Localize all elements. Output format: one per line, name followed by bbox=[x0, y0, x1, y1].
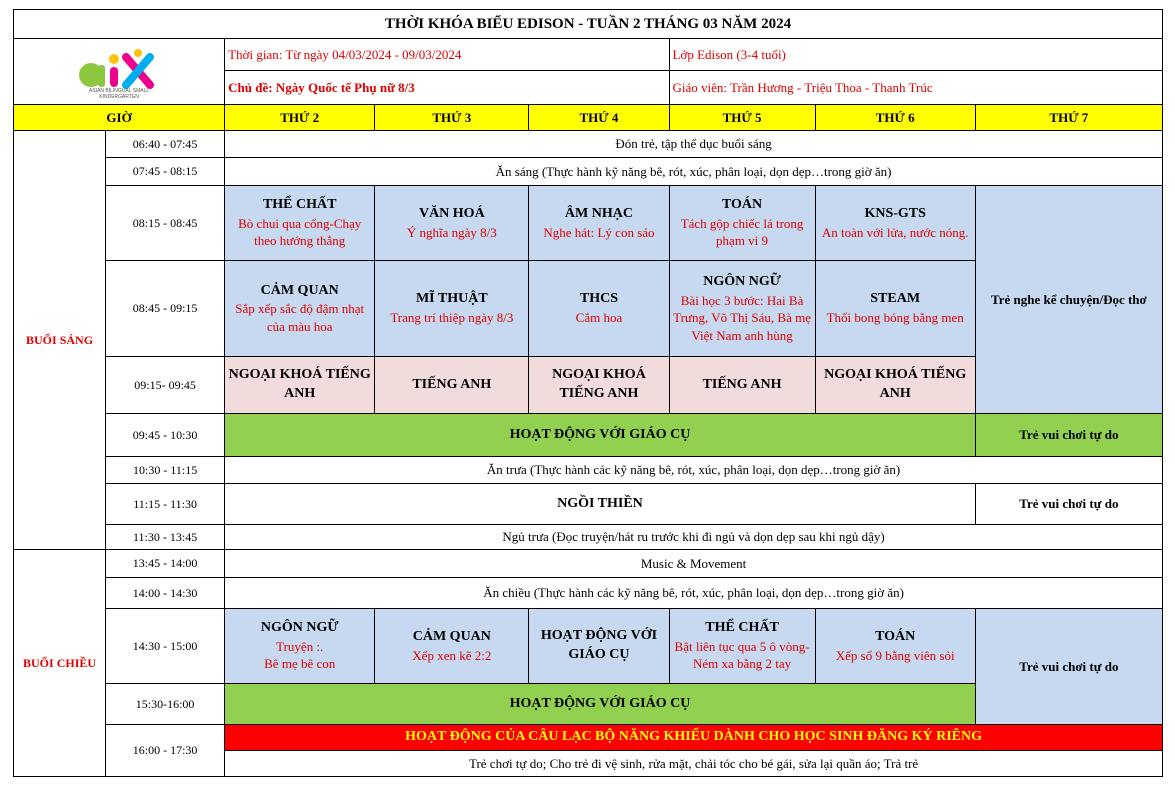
lesson-cell bbox=[225, 261, 375, 357]
lesson-subject: TOÁN bbox=[875, 628, 916, 644]
lesson-subject: CẢM QUAN bbox=[260, 282, 339, 298]
lesson-subject: THỂ CHẤT bbox=[705, 620, 779, 635]
time-slot: 08:45 - 09:15 bbox=[106, 261, 225, 357]
time-slot: 14:00 - 14:30 bbox=[106, 578, 225, 609]
lesson-activity: Ý nghĩa ngày 8/3 bbox=[406, 224, 497, 240]
header-day: THỨ 2 bbox=[225, 105, 375, 131]
logo-caption: ASIAN BILINGUAL SMALL KINDERGARTEN bbox=[89, 87, 150, 100]
page-title: THỜI KHÓA BIỂU EDISON - TUẦN 2 THÁNG 03 NĂM 2024 bbox=[14, 10, 1163, 39]
lesson-cell bbox=[375, 261, 529, 357]
english-cell: NGOẠI KHOÁ TIẾNG ANH bbox=[815, 357, 975, 414]
header-hour: GIỜ bbox=[14, 105, 225, 131]
school-logo bbox=[74, 43, 164, 101]
row-activity: Đón trẻ, tập thể dục buổi sáng bbox=[225, 131, 1163, 158]
time-slot: 13:45 - 14:00 bbox=[106, 550, 225, 578]
lesson-activity: Tách gộp chiếc lá trong phạm vi 9 bbox=[680, 215, 804, 249]
club-activity-banner: HOẠT ĐỘNG CỦA CÂU LẠC BỘ NĂNG KHIẾU DÀNH CHO HỌC SINH ĐĂNG KÝ RIÊNG bbox=[225, 725, 1163, 751]
row-activity: Ăn trưa (Thực hành các kỹ năng bê, rót, xúc, phân loại, dọn dẹp…trong giờ ăn) bbox=[225, 457, 1163, 484]
meditation: NGỒI THIỀN bbox=[225, 484, 976, 525]
header-day: THỨ 3 bbox=[375, 105, 529, 131]
english-cell: NGOẠI KHOÁ TIẾNG ANH bbox=[225, 357, 375, 414]
row-activity: Music & Movement bbox=[225, 550, 1163, 578]
time-slot: 16:00 - 17:30 bbox=[106, 725, 225, 777]
lesson-cell bbox=[529, 186, 669, 261]
topic: Chủ đề: Ngày Quốc tế Phụ nữ 8/3 bbox=[225, 71, 669, 105]
lesson-cell bbox=[815, 609, 975, 684]
lesson-subject: ÂM NHẠC bbox=[564, 205, 633, 221]
lesson-activity: Bê mẹ bê con bbox=[264, 656, 336, 672]
saturday-free-play: Trẻ vui chơi tự do bbox=[975, 609, 1162, 725]
lesson-activity: Bật liên tục qua 5 ô vòng- Ném xa bằng 2 tay bbox=[674, 638, 810, 672]
timetable bbox=[13, 9, 1163, 777]
english-cell: TIẾNG ANH bbox=[375, 357, 529, 414]
header-day: THỨ 5 bbox=[669, 105, 815, 131]
lesson-cell bbox=[225, 609, 375, 684]
lesson-subject: CẢM QUAN bbox=[412, 628, 491, 644]
lesson-subject: THCS bbox=[579, 291, 618, 307]
saturday-free-play: Trẻ vui chơi tự do bbox=[975, 414, 1162, 457]
lesson-cell bbox=[669, 186, 815, 261]
lesson-activity: Bò chui qua cổng-Chạy theo hướng thẳng bbox=[238, 215, 362, 249]
row-activity: Ăn sáng (Thực hành kỹ năng bê, rót, xúc, phân loại, dọn dẹp…trong giờ ăn) bbox=[225, 158, 1163, 186]
lesson-subject: MĨ THUẬT bbox=[415, 291, 488, 307]
lesson-activity: Nghe hát: Lý con sáo bbox=[543, 224, 655, 240]
time-slot: 10:30 - 11:15 bbox=[106, 457, 225, 484]
lesson-cell bbox=[815, 186, 975, 261]
lesson-subject: STEAM bbox=[870, 291, 921, 307]
time-slot: 09:15- 09:45 bbox=[106, 357, 225, 414]
time-slot: 08:15 - 08:45 bbox=[106, 186, 225, 261]
lesson-activity: Trang trí thiệp ngày 8/3 bbox=[390, 310, 514, 326]
english-cell: NGOẠI KHOÁ TIẾNG ANH bbox=[529, 357, 669, 414]
teaching-aids-activity: HOẠT ĐỘNG VỚI GIÁO CỤ bbox=[225, 684, 976, 725]
saturday-morning: Trẻ nghe kể chuyện/Đọc thơ bbox=[975, 186, 1162, 414]
lesson-activity: Thổi bong bóng bằng men bbox=[826, 310, 964, 326]
lesson-subject: THỂ CHẤT bbox=[262, 197, 337, 212]
header-day: THỨ 7 bbox=[975, 105, 1162, 131]
time-slot: 11:15 - 11:30 bbox=[106, 484, 225, 525]
time-slot: 09:45 - 10:30 bbox=[106, 414, 225, 457]
row-activity: Ngủ trưa (Đọc truyện/hát ru trước khi đi ngủ và dọn dẹp sau khi ngủ dậy) bbox=[225, 525, 1163, 550]
lesson-cell bbox=[669, 261, 815, 357]
lesson-cell bbox=[529, 261, 669, 357]
time-slot: 14:30 - 15:00 bbox=[106, 609, 225, 684]
saturday-free-play: Trẻ vui chơi tự do bbox=[975, 484, 1162, 525]
session-afternoon: BUỔI CHIỀU bbox=[14, 550, 106, 777]
row-activity: Ăn chiều (Thực hành các kỹ năng bê, rót, xúc, phân loại, dọn dẹp…trong giờ ăn) bbox=[225, 578, 1163, 609]
lesson-activity: Sắp xếp sắc độ đậm nhạt của màu hoa bbox=[235, 301, 365, 334]
lesson-subject: KNS-GTS bbox=[864, 205, 926, 221]
lesson-subject: NGÔN NGỮ bbox=[703, 273, 781, 289]
time-slot: 15:30-16:00 bbox=[106, 684, 225, 725]
lesson-subject: TOÁN bbox=[721, 197, 763, 212]
lesson-subject: NGÔN NGỮ bbox=[260, 620, 339, 635]
lesson-cell bbox=[375, 186, 529, 261]
lesson-cell bbox=[669, 609, 815, 684]
lesson-activity: An toàn với lửa, nước nóng. bbox=[821, 224, 969, 240]
lesson-cell bbox=[225, 186, 375, 261]
lesson-cell bbox=[815, 261, 975, 357]
header-day: THỨ 6 bbox=[815, 105, 975, 131]
english-cell: TIẾNG ANH bbox=[669, 357, 815, 414]
header-day: THỨ 4 bbox=[529, 105, 669, 131]
session-morning: BUỔI SÁNG bbox=[14, 131, 106, 550]
date-range: Thời gian: Từ ngày 04/03/2024 - 09/03/2024 bbox=[225, 39, 669, 71]
lesson-cell bbox=[529, 609, 669, 684]
teachers: Giáo viên: Trần Hương - Triệu Thoa - Thanh Trúc bbox=[669, 71, 1163, 105]
logo-cell bbox=[14, 39, 225, 105]
time-slot: 07:45 - 08:15 bbox=[106, 158, 225, 186]
lesson-activity: Bài học 3 bước: Hai Bà Trưng, Võ Thị Sáu, Bà mẹ Việt Nam anh hùng bbox=[673, 292, 811, 343]
lesson-activity: Cắm hoa bbox=[575, 310, 623, 326]
lesson-cell bbox=[375, 609, 529, 684]
teaching-aids-activity: HOẠT ĐỘNG VỚI GIÁO CỤ bbox=[225, 414, 976, 457]
lesson-activity: Xếp số 9 bằng viên sỏi bbox=[835, 647, 955, 663]
time-slot: 06:40 - 07:45 bbox=[106, 131, 225, 158]
class-name: Lớp Edison (3-4 tuổi) bbox=[669, 39, 1163, 71]
lesson-activity: Truyện :. bbox=[276, 638, 324, 654]
lesson-subject: VĂN HOÁ bbox=[418, 205, 485, 221]
lesson-activity: Xếp xen kẽ 2:2 bbox=[412, 647, 492, 663]
time-slot: 11:30 - 13:45 bbox=[106, 525, 225, 550]
lesson-subject: HOẠT ĐỘNG VỚI GIÁO CỤ bbox=[540, 628, 658, 662]
row-activity: Trẻ chơi tự do; Cho trẻ đi vệ sinh, rửa mặt, chải tóc cho bé gái, sửa lại quần áo; Trả trẻ bbox=[225, 751, 1163, 777]
